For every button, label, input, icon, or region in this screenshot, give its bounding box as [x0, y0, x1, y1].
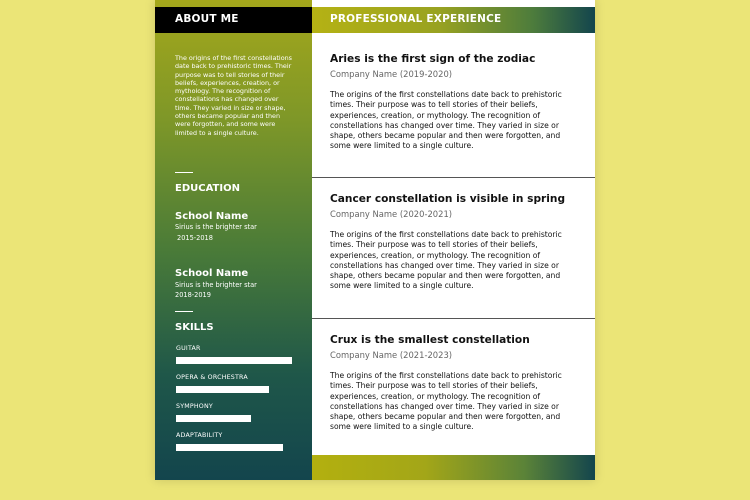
sidebar [155, 0, 312, 480]
about-me-header [155, 7, 312, 33]
job-divider [312, 177, 595, 178]
school-years: 2018-2019 [175, 291, 211, 299]
section-divider [175, 172, 193, 173]
resume-page [155, 0, 595, 480]
job-divider [312, 318, 595, 319]
section-divider [175, 311, 193, 312]
school-detail: Sirius is the brighter star [175, 281, 257, 289]
job-title: Cancer constellation is visible in spring [330, 193, 566, 205]
job-company: Company Name (2021-2023) [330, 350, 453, 360]
job-description: The origins of the first constellations date back to prehistoric times. Their purpose was to tell stories of their beliefs, experiences, creation, or mythology. The recognition of constellations has changed over time. They varied in size or shape, others became popular and then were forgotten, and some were limited to a single culture. [330, 90, 562, 151]
skill-label: GUITAR [176, 345, 201, 352]
education-title: EDUCATION [175, 183, 240, 194]
skill-label: ADAPTABILITY [176, 432, 223, 439]
experience-title: PROFESSIONAL EXPERIENCE [330, 13, 502, 25]
experience-header [312, 7, 595, 33]
skill-track [176, 357, 292, 364]
school-detail: Sirius is the brighter star [175, 223, 257, 231]
experience-column [312, 0, 595, 480]
job-description: The origins of the first constellations date back to prehistoric times. Their purpose was to tell stories of their beliefs, experiences, creation, or mythology. The recognition of constellations has changed over time. They varied in size or shape, others became popular and then were forgotten, and some were limited to a single culture. [330, 371, 562, 432]
skill-label: OPERA & ORCHESTRA [176, 374, 248, 381]
skill-bar [176, 386, 269, 393]
skills-title: SKILLS [175, 322, 214, 333]
skill-bar [176, 357, 292, 364]
skill-track [176, 444, 292, 451]
about-me-text: The origins of the first constellations date back to prehistoric times. Their purpose was to tell stories of their beliefs, experiences, creation, or mythology. The recognition of constellations has changed over time. They varied in size or shape, others became popular and then were forgotten, and some were limited to a single culture. [175, 54, 292, 137]
job-company: Company Name (2020-2021) [330, 209, 453, 219]
skill-bar [176, 444, 283, 451]
skill-track [176, 415, 292, 422]
job-title: Crux is the smallest constellation [330, 334, 530, 346]
school-name: School Name [175, 268, 249, 279]
job-company: Company Name (2019-2020) [330, 69, 453, 79]
skill-track [176, 386, 292, 393]
footer-gradient-bar [312, 455, 595, 480]
school-name: School Name [175, 211, 249, 222]
skill-label: SYMPHONY [176, 403, 213, 410]
skill-bar [176, 415, 251, 422]
job-title: Aries is the first sign of the zodiac [330, 53, 536, 65]
job-description: The origins of the first constellations date back to prehistoric times. Their purpose was to tell stories of their beliefs, experiences, creation, or mythology. The recognition of constellations has changed over time. They varied in size or shape, others became popular and then were forgotten, and some were limited to a single culture. [330, 230, 562, 291]
about-me-title: ABOUT ME [175, 13, 239, 25]
school-years: 2015-2018 [177, 234, 213, 242]
